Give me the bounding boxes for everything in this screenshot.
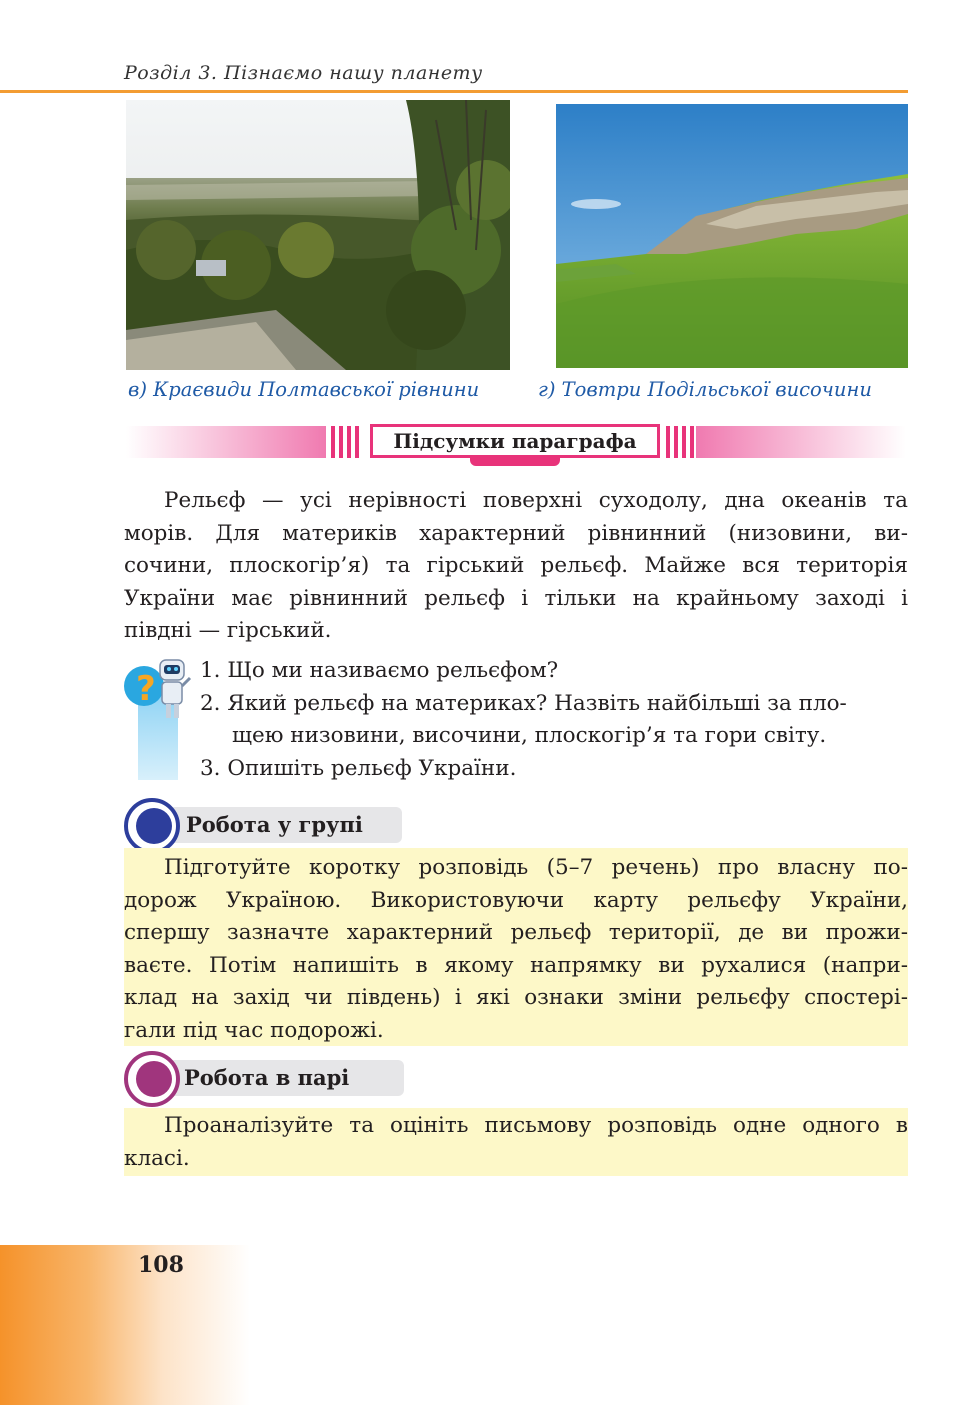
photo-poltava-plain [126, 100, 510, 370]
group-work-line: гали під час подорожі. [124, 1017, 384, 1043]
question-item: щею низовини, височини, плоскогір’я та гори світу. [232, 723, 827, 748]
summary-line: Рельєф — усі нерівності поверхні суходолу, дна океанів та [164, 488, 908, 513]
question-item: 1. Що ми називаємо рельєфом? [200, 658, 559, 683]
pair-work-title: Робота в парі [160, 1060, 404, 1096]
group-work-title: Робота у групі [160, 807, 402, 843]
photo-podillia-tovtry [556, 104, 908, 368]
pair-work-icon [124, 1051, 180, 1107]
summary-line: сочини, плоскогір’я) та гірський рельєф. Майже вся територія [124, 553, 908, 578]
review-questions [200, 655, 912, 785]
header-divider [0, 90, 908, 93]
pair-work-paragraph [124, 1110, 908, 1175]
question-item: 3. Опишіть рельєф України. [200, 755, 517, 781]
section-title: Розділ 3. Пізнаємо нашу планету [124, 62, 483, 84]
summary-line: України має рівнинний рельєф і тільки на крайньому заході і [124, 585, 908, 611]
caption-poltava-plain: в) Краєвиди Полтавської рівнини [128, 378, 480, 401]
pair-work-line: класі. [124, 1145, 190, 1171]
summary-title: Підсумки параграфа [370, 424, 660, 458]
svg-text:?: ? [136, 669, 156, 709]
pair-work-line: Проаналізуйте та оцініть письмову розповідь одне одного в [164, 1113, 908, 1138]
summary-paragraph [124, 485, 908, 648]
page-corner-decoration [0, 1245, 250, 1405]
group-work-line: клад на захід чи південь) і які ознаки зміни рельєфу спостері- [124, 985, 908, 1010]
summary-line: півдні — гірський. [124, 618, 332, 643]
caption-podillia-tovtry: г) Товтри Подільської височини [538, 378, 872, 401]
summary-line: морів. Для материків характерний рівнинний (низовини, ви- [124, 520, 908, 546]
group-work-line: Підготуйте коротку розповідь (5–7 речень) про власну по- [164, 855, 908, 880]
group-work-paragraph [124, 852, 908, 1047]
group-work-line: ваєте. Потім напишіть в якому напрямку ви рухалися (напри- [124, 952, 908, 978]
group-work-icon [124, 798, 180, 854]
question-item: 2. Який рельєф на материках? Назвіть найбільші за пло- [200, 690, 847, 716]
question-robot-icon [122, 652, 194, 780]
summary-tab-decoration [470, 458, 560, 466]
group-work-line: спершу зазначте характерний рельєф території, де ви прожи- [124, 920, 908, 945]
group-work-line: дорож Україною. Використовуючи карту рельєфу України, [124, 887, 908, 913]
page-number: 108 [138, 1252, 184, 1278]
